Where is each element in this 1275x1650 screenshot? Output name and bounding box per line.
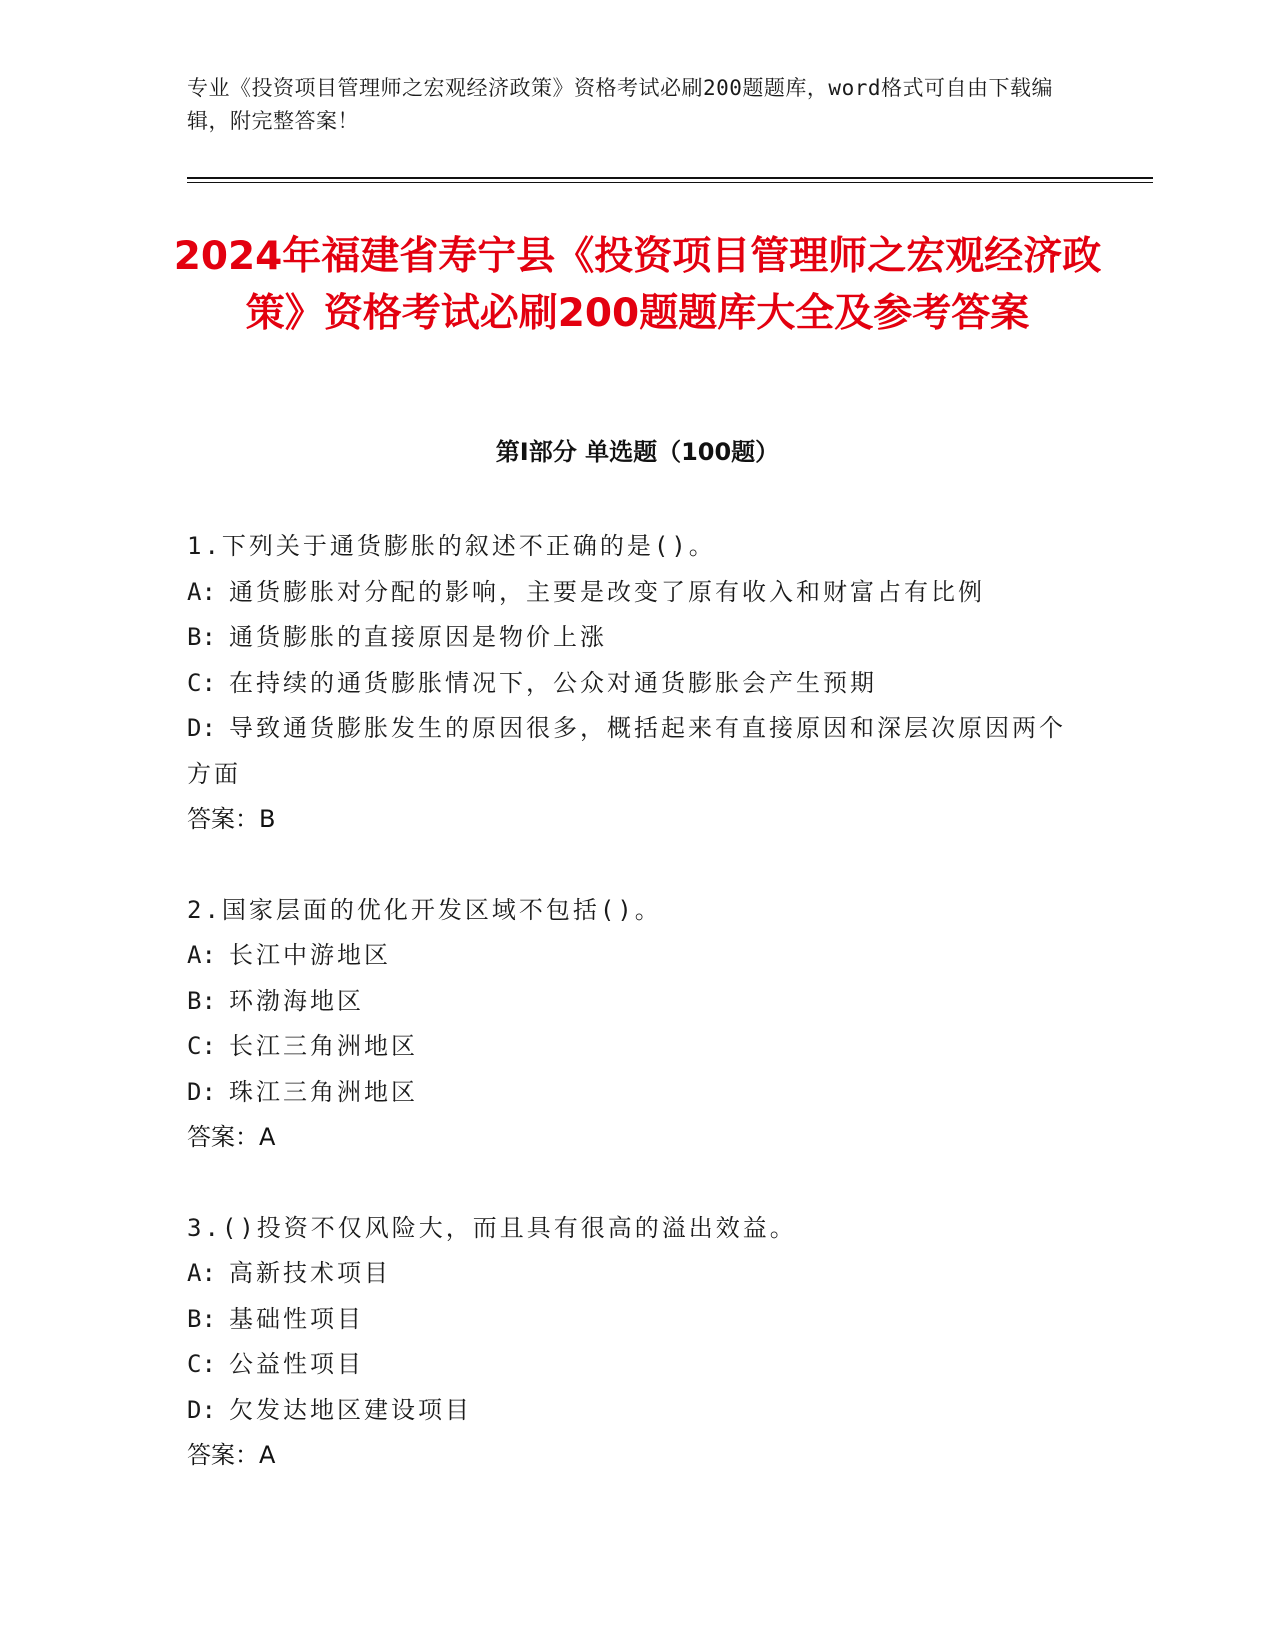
answer-value: B bbox=[259, 805, 276, 833]
option-c bbox=[187, 1342, 1087, 1388]
option-d bbox=[187, 1070, 1087, 1116]
option-a bbox=[187, 1251, 1087, 1297]
option-text: 欠发达地区建设项目 bbox=[229, 1395, 472, 1424]
option-letter: B: bbox=[187, 623, 216, 651]
question-1 bbox=[187, 524, 1087, 843]
option-text: 在持续的通货膨胀情况下，公众对通货膨胀会产生预期 bbox=[229, 668, 877, 697]
option-letter: D: bbox=[187, 714, 216, 742]
option-text: 长江三角洲地区 bbox=[229, 1032, 418, 1060]
answer-label: 答案： bbox=[187, 1123, 259, 1151]
option-text: 基础性项目 bbox=[229, 1304, 364, 1333]
option-letter: D: bbox=[187, 1077, 216, 1106]
question-stem: 1.下列关于通货膨胀的叙述不正确的是()。 bbox=[187, 532, 716, 560]
option-c bbox=[187, 661, 1087, 707]
option-c bbox=[187, 1024, 1087, 1070]
option-b bbox=[187, 979, 1087, 1025]
option-b bbox=[187, 615, 1087, 661]
answer-value: A bbox=[259, 1123, 276, 1151]
option-text: 环渤海地区 bbox=[229, 986, 364, 1015]
question-stem: 2.国家层面的优化开发区域不包括()。 bbox=[187, 895, 662, 924]
question-stem: 3.()投资不仅风险大，而且具有很高的溢出效益。 bbox=[187, 1213, 797, 1242]
section-title: 第Ⅰ部分 单选题（100题） bbox=[495, 438, 780, 466]
option-b bbox=[187, 1297, 1087, 1343]
document-title: 2024年福建省寿宁县《投资项目管理师之宏观经济政策》资格考试必刷200题题库大全及参考答案 bbox=[173, 234, 1102, 336]
answer-label: 答案： bbox=[187, 805, 259, 833]
option-letter: D: bbox=[187, 1395, 216, 1424]
option-letter: C: bbox=[187, 668, 216, 697]
option-text: 通货膨胀的直接原因是物价上涨 bbox=[229, 623, 607, 651]
option-text: 长江中游地区 bbox=[229, 941, 391, 969]
option-text: 珠江三角洲地区 bbox=[229, 1077, 418, 1106]
option-text: 高新技术项目 bbox=[229, 1259, 391, 1287]
answer-line bbox=[187, 797, 1087, 843]
option-a bbox=[187, 570, 1087, 616]
header-note: 专业《投资项目管理师之宏观经济政策》资格考试必刷200题题库，word格式可自由下载编辑，附完整答案！ bbox=[187, 76, 1053, 133]
answer-line bbox=[187, 1433, 1087, 1479]
option-d bbox=[187, 706, 1087, 797]
answer-value: A bbox=[259, 1441, 276, 1469]
option-letter: A: bbox=[187, 941, 216, 969]
option-letter: A: bbox=[187, 577, 216, 606]
option-d bbox=[187, 1388, 1087, 1434]
option-letter: C: bbox=[187, 1032, 216, 1060]
answer-label: 答案： bbox=[187, 1441, 259, 1469]
question-3 bbox=[187, 1206, 1087, 1479]
option-letter: B: bbox=[187, 986, 216, 1015]
option-letter: B: bbox=[187, 1304, 216, 1333]
header-rule-thin bbox=[187, 182, 1153, 183]
option-text: 导致通货膨胀发生的原因很多，概括起来有直接原因和深层次原因两个方面 bbox=[187, 714, 1066, 788]
option-a bbox=[187, 933, 1087, 979]
option-letter: C: bbox=[187, 1350, 216, 1378]
option-text: 通货膨胀对分配的影响，主要是改变了原有收入和财富占有比例 bbox=[229, 577, 985, 606]
answer-line bbox=[187, 1115, 1087, 1161]
question-list bbox=[187, 524, 1087, 1524]
header-rule-thick bbox=[187, 177, 1153, 179]
question-2 bbox=[187, 888, 1087, 1161]
option-text: 公益性项目 bbox=[229, 1350, 364, 1378]
option-letter: A: bbox=[187, 1259, 216, 1287]
